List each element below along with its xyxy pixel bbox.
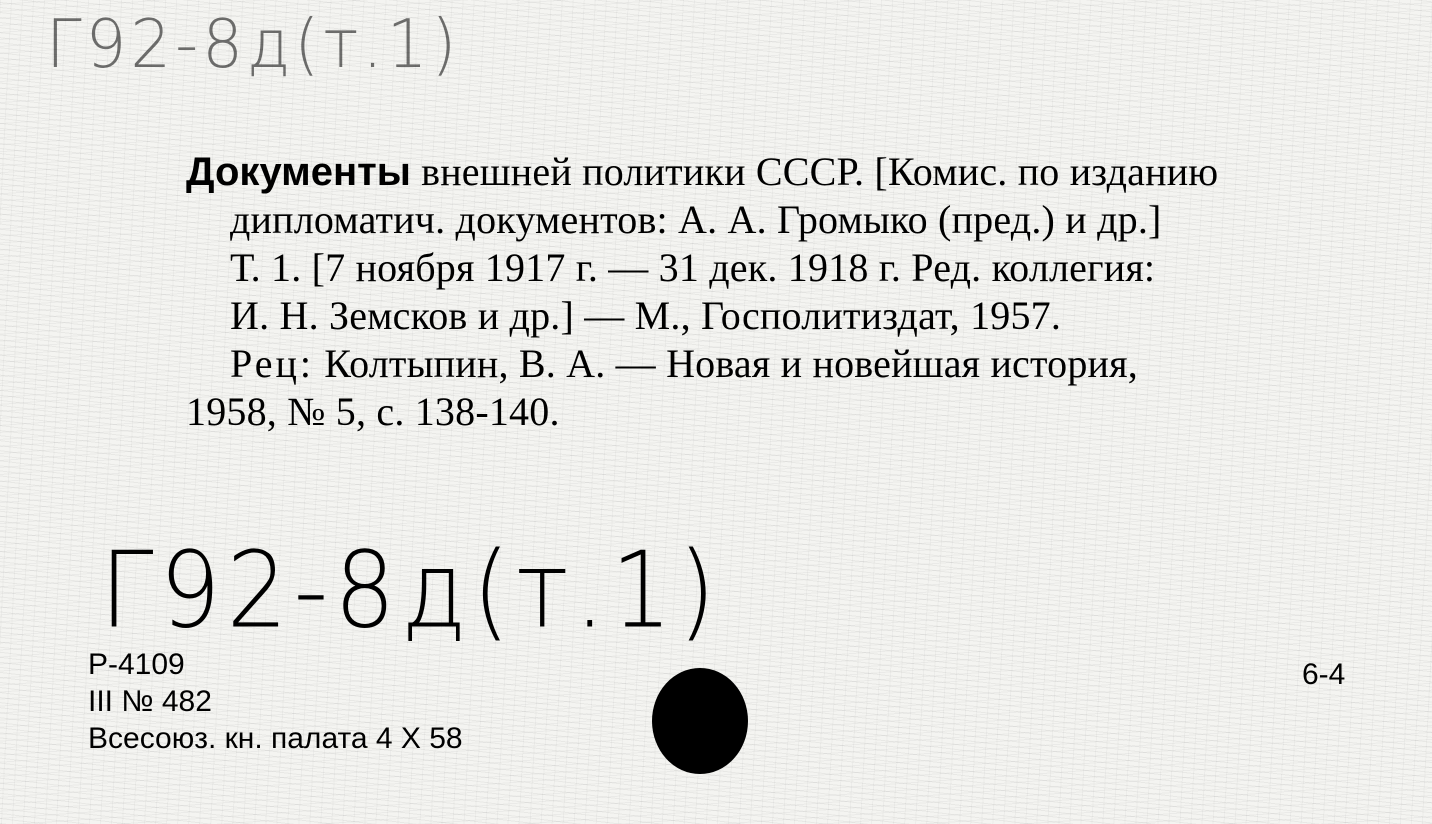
- punch-hole: [652, 668, 748, 774]
- footer-code-right: 6-4: [1302, 658, 1346, 691]
- entry-line-6: 1958, № 5, с. 138-140.: [186, 389, 560, 434]
- handwritten-shelfmark-top: Г92-8д(т.1): [46, 6, 461, 84]
- entry-line-3: Т. 1. [7 ноября 1917 г. — 31 дек. 1918 г. Ред. коллегия:: [230, 245, 1156, 290]
- footer-code-1: Р-4109: [88, 648, 185, 681]
- card-footer-codes: [88, 646, 463, 757]
- entry-title-rest: внешней политики СССР. [Комис. по изданию: [421, 149, 1219, 194]
- entry-line-5: [186, 340, 1366, 388]
- review-citation: Колтыпин, В. А. — Новая и новейшая история,: [324, 341, 1138, 386]
- bibliographic-entry: [186, 148, 1366, 436]
- entry-line-4: И. Н. Земсков и др.] — М., Госполитиздат, 1957.: [230, 293, 1062, 338]
- review-label: Рец:: [230, 341, 314, 386]
- handwritten-shelfmark-bottom: Г92-8д(т.1): [100, 528, 722, 652]
- entry-line-1: [186, 148, 1366, 196]
- entry-line-2: дипломатич. документов: А. А. Громыко (пред.) и др.]: [230, 197, 1162, 242]
- entry-title-heading: Документы: [186, 150, 411, 194]
- footer-code-2: III № 482: [88, 685, 212, 718]
- footer-publisher: Всесоюз. кн. палата 4 X 58: [88, 722, 463, 755]
